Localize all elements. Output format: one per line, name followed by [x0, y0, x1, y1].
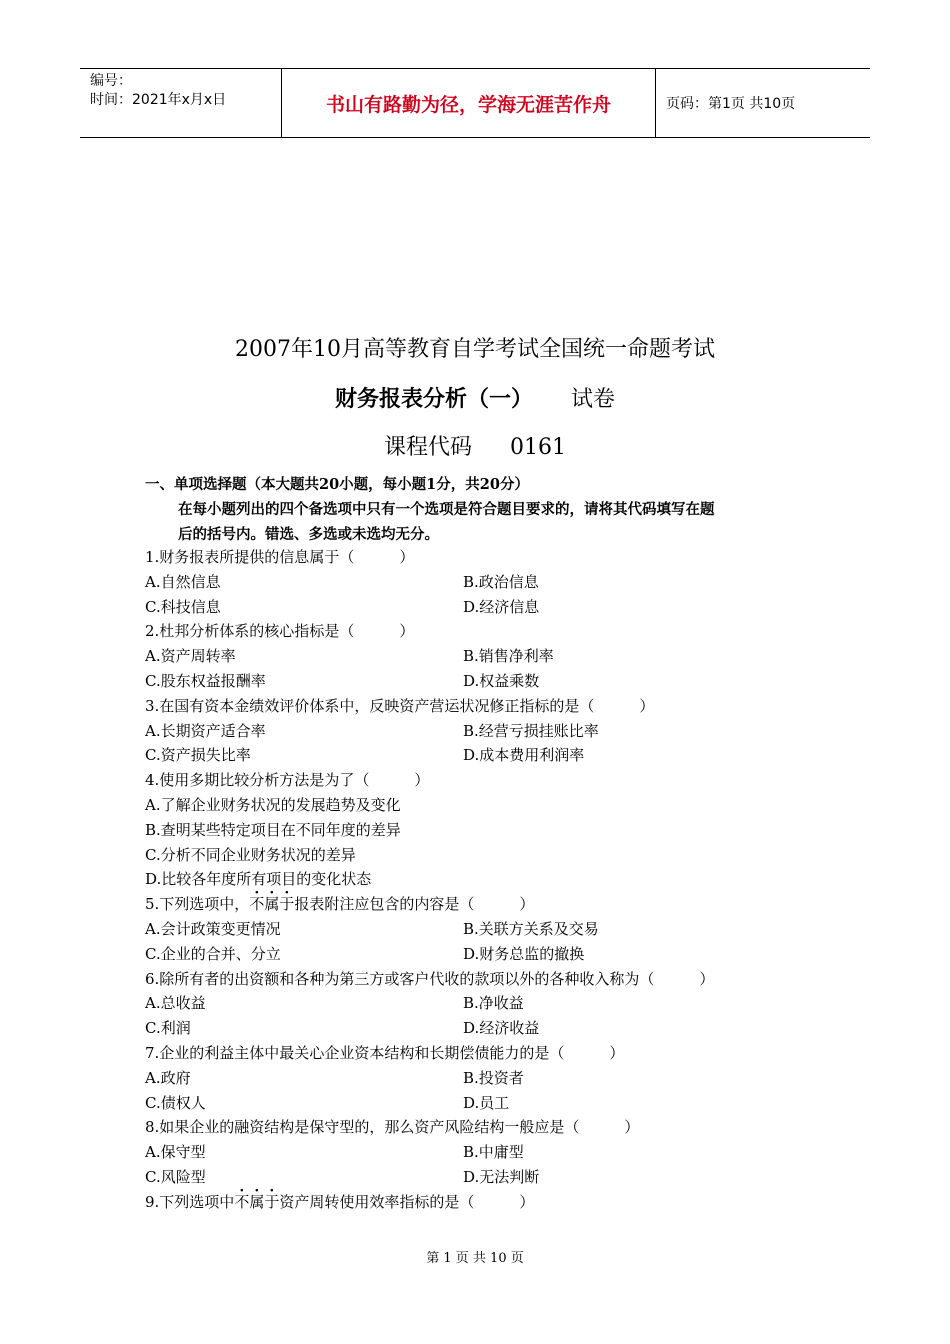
- options-row: [145, 942, 845, 967]
- section-title: 一、单项选择题（本大题共20小题，每小题1分，共20分）: [145, 476, 529, 493]
- option-b: B.投资者: [463, 1068, 524, 1087]
- header-page-info: 页码：第1页 共10页: [666, 96, 796, 112]
- option-a: A.政府: [145, 1068, 191, 1087]
- options-row: [145, 1066, 845, 1091]
- question-stem-part: 5.下列选项中，: [145, 895, 250, 914]
- options-row: [145, 595, 845, 620]
- subject-title: [0, 382, 950, 413]
- page-footer: 第 1 页 共 10 页: [426, 1251, 524, 1266]
- option-b: B.关联方关系及交易: [463, 919, 599, 938]
- question-6: 6.除所有者的出资额和各种为第三方或客户代收的款项以外的各种收入称为（ ）: [145, 969, 715, 988]
- question-stem-part: 资产周转使用效率指标的是（ ）: [279, 1192, 535, 1211]
- question-1: 1.财务报表所提供的信息属于（ ）: [145, 548, 415, 566]
- options-row: [145, 719, 845, 744]
- option-d: D.比较各年度所有项目的变化状态: [145, 870, 372, 889]
- emphasis-char: 属: [249, 1192, 265, 1211]
- options-row: [145, 1091, 845, 1116]
- option-b: B.经营亏损挂账比率: [463, 721, 599, 740]
- question-4: 4.使用多期比较分析方法是为了（ ）: [145, 771, 430, 790]
- question-9: [145, 1190, 845, 1215]
- question-8: 8.如果企业的融资结构是保守型的，那么资产风险结构一般应是（ ）: [145, 1118, 640, 1137]
- options-row: [145, 743, 845, 768]
- option-a: A.总收益: [145, 994, 206, 1013]
- option-c: C.风险型: [145, 1167, 206, 1186]
- emphasis-char: 于: [264, 1192, 280, 1211]
- time-label: 时间：2021年x月x日: [90, 92, 227, 108]
- options-row: [145, 570, 845, 595]
- paper-label: 试卷: [571, 387, 616, 412]
- option-d: D.员工: [463, 1093, 510, 1112]
- option-c: C.企业的合并、分立: [145, 944, 281, 963]
- section-instruction-2: 后的括号内。错选、多选或未选均无分。: [178, 526, 439, 543]
- question-7: 7.企业的利益主体中最关心企业资本结构和长期偿债能力的是（ ）: [145, 1043, 625, 1062]
- option-b: B.销售净利率: [463, 647, 554, 666]
- question-5: [145, 892, 845, 917]
- emphasis-char: 于: [279, 895, 295, 914]
- header-meta: [80, 69, 282, 137]
- option-c: C.科技信息: [145, 597, 221, 616]
- option-c: C.利润: [145, 1019, 191, 1038]
- subject-name: 财务报表分析（一）: [334, 386, 533, 412]
- option-c: C.分析不同企业财务状况的差异: [145, 845, 356, 864]
- option-b: B.政治信息: [463, 572, 539, 591]
- emphasis-char: 不: [234, 1192, 250, 1211]
- option-a: A.保守型: [145, 1143, 206, 1162]
- options-row: [145, 669, 845, 694]
- option-d: D.经济收益: [463, 1019, 540, 1038]
- emphasis-char: 属: [264, 895, 280, 914]
- option-a: A.资产周转率: [145, 647, 236, 666]
- section-instruction-1: 在每小题列出的四个备选项中只有一个选项是符合题目要求的，请将其代码填写在题: [178, 501, 715, 518]
- exam-title: 2007年10月高等教育自学考试全国统一命题考试: [235, 337, 715, 362]
- number-label: 编号：: [90, 73, 132, 89]
- option-d: D.无法判断: [463, 1167, 540, 1186]
- option-c: C.股东权益报酬率: [145, 671, 266, 690]
- option-b: B.中庸型: [463, 1143, 524, 1162]
- page-header: [80, 68, 870, 138]
- options-row: [145, 991, 845, 1016]
- question-stem-part: 9.下列选项中: [145, 1192, 235, 1211]
- options-row: [145, 644, 845, 669]
- option-d: D.财务总监的撤换: [463, 944, 585, 963]
- option-d: D.权益乘数: [463, 671, 540, 690]
- option-a: A.自然信息: [145, 572, 221, 591]
- section-heading: [145, 472, 825, 547]
- options-row: [145, 1016, 845, 1041]
- option-c: C.资产损失比率: [145, 746, 251, 765]
- options-row: [145, 1140, 845, 1165]
- emphasis-char: 不: [249, 895, 265, 914]
- options-row: [145, 917, 845, 942]
- option-b: B.查明某些特定项目在不同年度的差异: [145, 820, 401, 839]
- question-stem-part: 报表附注应包含的内容是（ ）: [294, 895, 535, 914]
- course-code: [0, 430, 950, 461]
- option-c: C.债权人: [145, 1093, 206, 1112]
- header-motto: 书山有路勤为径，学海无涯苦作舟: [282, 69, 656, 137]
- question-list: [145, 545, 845, 1215]
- option-a: A.会计政策变更情况: [145, 919, 281, 938]
- options-row: [145, 1165, 845, 1190]
- question-3: 3.在国有资本金绩效评价体系中，反映资产营运状况修正指标的是（ ）: [145, 696, 655, 715]
- option-a: A.了解企业财务状况的发展趋势及变化: [145, 795, 401, 814]
- option-d: D.经济信息: [463, 597, 540, 616]
- option-a: A.长期资产适合率: [145, 721, 266, 740]
- option-b: B.净收益: [463, 994, 524, 1013]
- option-d: D.成本费用利润率: [463, 746, 585, 765]
- course-code-value: 0161: [510, 435, 566, 460]
- question-2: 2.杜邦分析体系的核心指标是（ ）: [145, 622, 415, 641]
- course-code-label: 课程代码: [383, 435, 472, 460]
